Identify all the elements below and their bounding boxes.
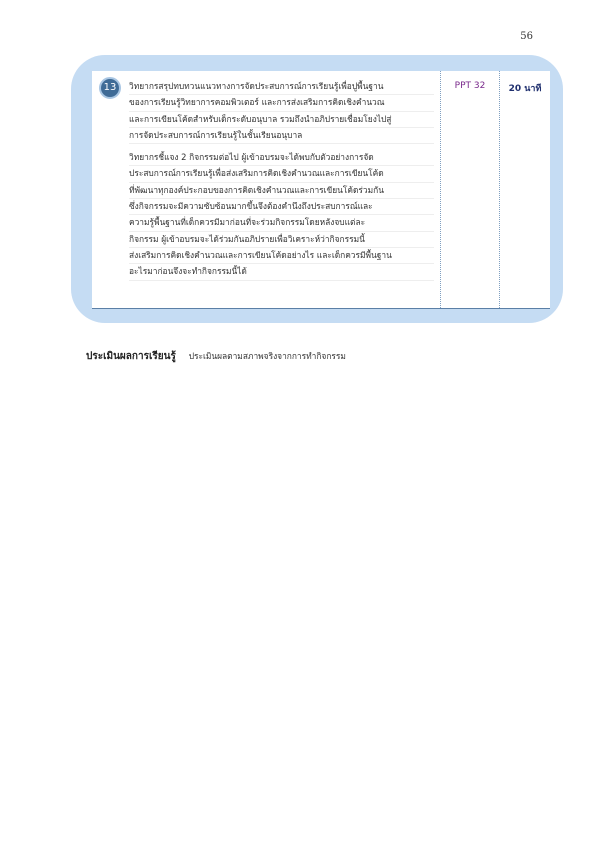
text-line: ของการเรียนรู้วิทยาการคอมพิวเตอร์ และการส่งเสริมการคิดเชิงคำนวณ [129,95,434,111]
summary-paragraph [129,79,434,144]
next-activities-paragraph [129,150,434,280]
activity-description-cell [92,71,441,309]
text-line: อะไรมาก่อนจึงจะทำกิจกรรมนี้ได้ [129,264,434,280]
media-cell [441,71,500,309]
text-line: และการเขียนโค้ดสำหรับเด็กระดับอนุบาล รวมถึงนำอภิปรายเชื่อมโยงไปสู่ [129,112,434,128]
step-number-badge: 13 [99,77,121,99]
text-line: ความรู้พื้นฐานที่เด็กควรมีมาก่อนที่จะร่วมกิจกรรมโดยหลังจบแต่ละ [129,215,434,231]
text-line: ที่พัฒนาทุกองค์ประกอบของการคิดเชิงคำนวณและการเขียนโค้ดร่วมกัน [129,183,434,199]
evaluation-section [86,349,546,364]
text-line: ส่งเสริมการคิดเชิงคำนวณและการเขียนโค้ดอย่างไร และเด็กควรมีพื้นฐาน [129,248,434,264]
text-line: การจัดประสบการณ์การเรียนรู้ในชั้นเรียนอนุบาล [129,128,434,144]
text-line: ซึ่งกิจกรรมจะมีความซับซ้อนมากขึ้นจึงต้องคำนึงถึงประสบการณ์และ [129,199,434,215]
evaluation-label: ประเมินผลการเรียนรู้ [86,351,176,362]
activity-table [92,71,550,309]
duration-label: 20 นาที [508,84,542,94]
text-line: ประสบการณ์การเรียนรู้เพื่อส่งเสริมการคิดเชิงคำนวณและการเขียนโค้ด [129,166,434,182]
table-row [92,71,550,309]
text-line: วิทยากรชี้แจง 2 กิจกรรมต่อไป ผู้เข้าอบรมจะได้พบกับตัวอย่างการจัด [129,150,434,166]
activity-description [92,71,440,281]
media-label: PPT 32 [454,81,486,91]
page-number: 56 [520,31,533,42]
text-line: กิจกรรม ผู้เข้าอบรมจะได้ร่วมกันอภิปรายเพื่อวิเคราะห์ว่ากิจกรรมนี้ [129,232,434,248]
duration-cell [500,71,551,309]
text-line: วิทยากรสรุปทบทวนแนวทางการจัดประสบการณ์การเรียนรู้เพื่อปูพื้นฐาน [129,79,434,95]
evaluation-text: ประเมินผลตามสภาพจริงจากการทำกิจกรรม [188,351,346,361]
